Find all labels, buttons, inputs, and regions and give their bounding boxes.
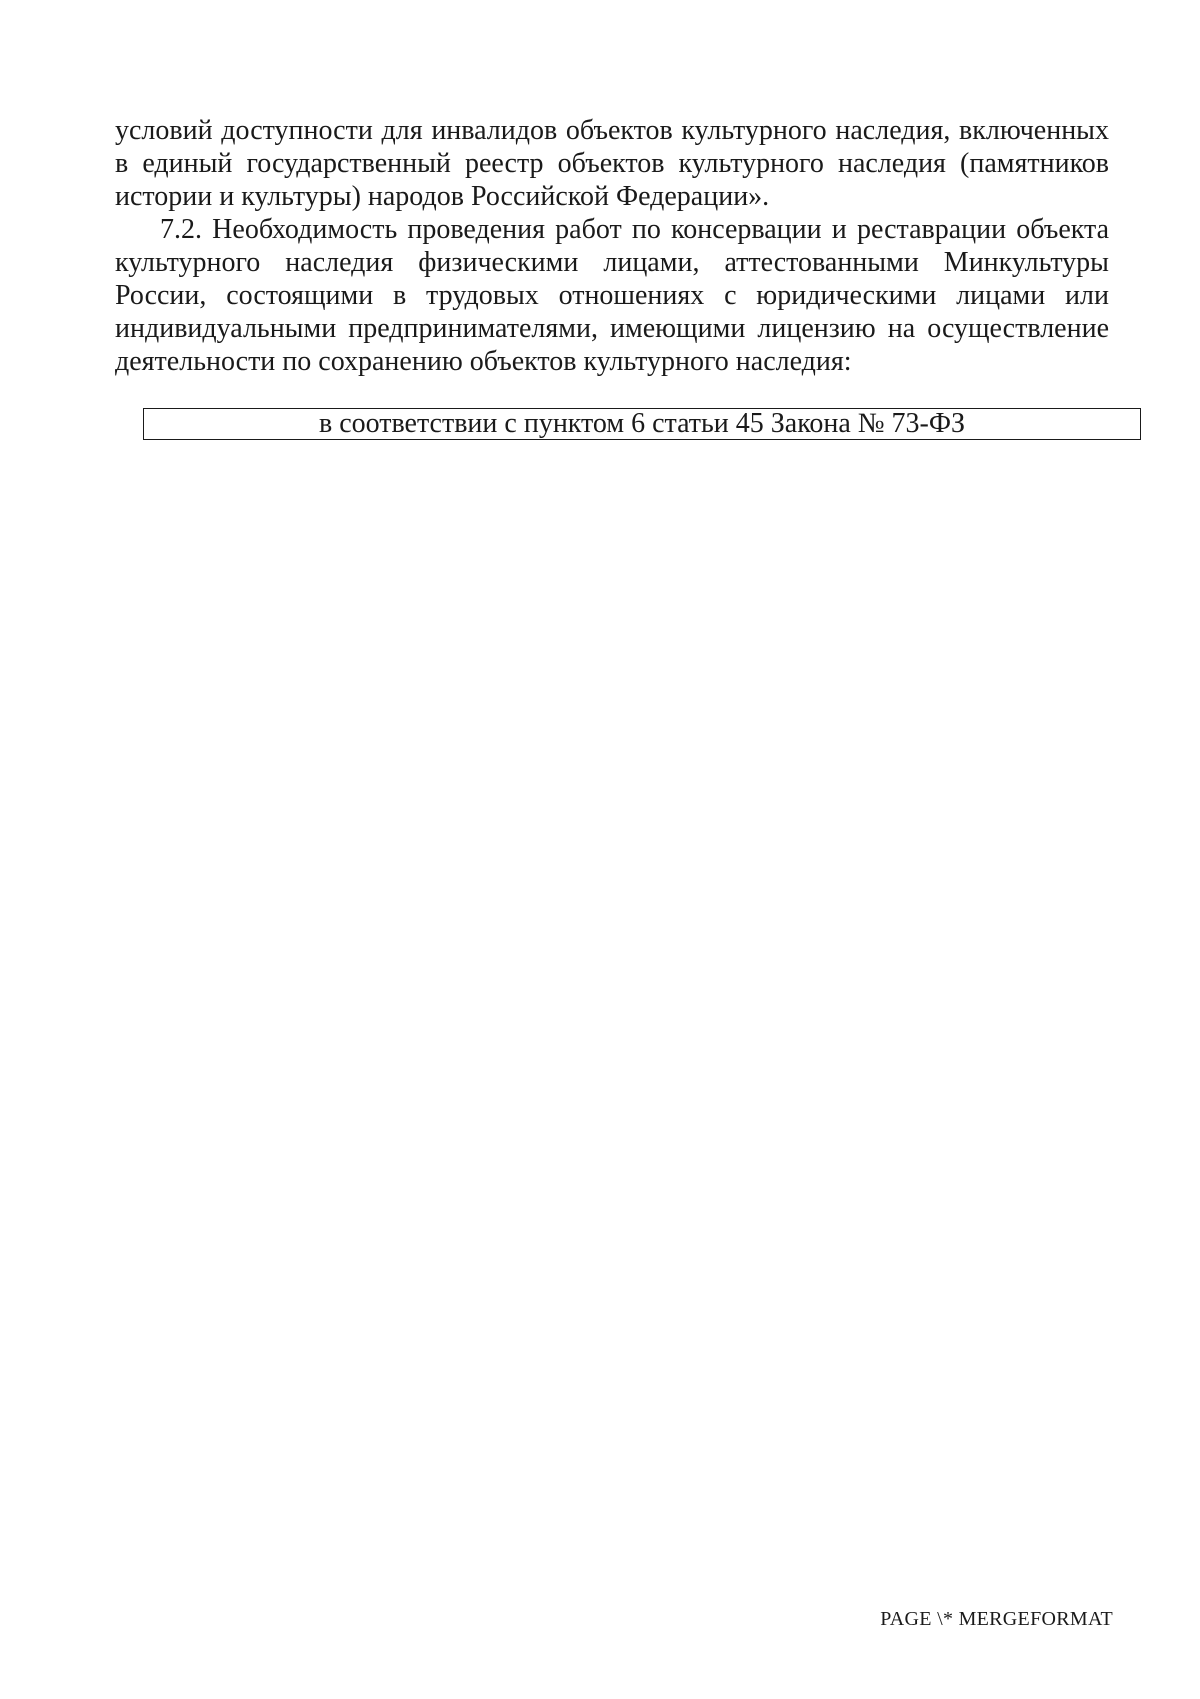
boxed-note: в соответствии с пунктом 6 статьи 45 Закона № 73-ФЗ [143, 408, 1141, 440]
paragraph-continuation: условий доступности для инвалидов объектов культурного наследия, включенных в единый государственный реестр объектов культурного наследия (памятников истории и культуры) народов Российской Федерации». [115, 115, 1109, 212]
document-body [115, 114, 1109, 378]
paragraph-7-2: 7.2. Необходимость проведения работ по консервации и реставрации объекта культурного наследия физическими лицами, аттестованными Минкультуры России, состоящими в трудовых отношениях с юридическими лицами или индивидуальными предпринимателями, имеющими лицензию на осуществление деятельности по сохранению объектов культурного наследия: [115, 214, 1109, 377]
page-footer-field: PAGE \* MERGEFORMAT [880, 1608, 1113, 1630]
